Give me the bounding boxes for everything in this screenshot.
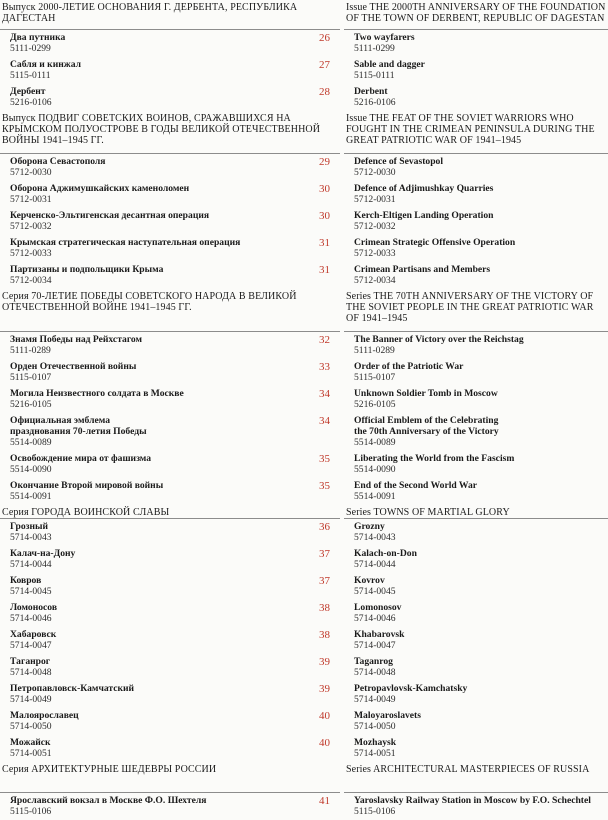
item-code: 5712-0031 (10, 194, 52, 205)
list-item (344, 84, 608, 111)
item-title: Оборона Севастополя (10, 156, 106, 167)
item-title: Kovrov (354, 575, 385, 586)
item-title: Калач-на-Дону (10, 548, 76, 559)
list-item (0, 600, 340, 627)
page-number: 41 (319, 795, 330, 807)
item-code: 5714-0046 (354, 613, 396, 624)
item-code: 5712-0033 (10, 248, 52, 259)
series-prefix: Series (346, 507, 374, 518)
item-title: Официальная эмблема празднования 70-летия Победы (10, 415, 147, 437)
item-code: 5514-0089 (354, 437, 396, 448)
item-code: 5714-0049 (354, 694, 396, 705)
item-title: Ярославский вокзал в Москве Ф.О. Шехтеля (10, 795, 207, 806)
series-name: ГОРОДА ВОИНСКОЙ СЛАВЫ (31, 507, 170, 518)
item-code: 5714-0045 (10, 586, 52, 597)
list-item (0, 681, 340, 708)
item-title: Sable and dagger (354, 59, 425, 70)
item-title: Maloyaroslavets (354, 710, 421, 721)
list-item (0, 519, 340, 546)
item-code: 5712-0030 (354, 167, 396, 178)
series-name: 2000-ЛЕТИЕ ОСНОВАНИЯ Г. ДЕРБЕНТА, РЕСПУБЛИКА ДАГЕСТАН (2, 2, 298, 24)
list-item (344, 793, 608, 820)
item-code: 5712-0033 (354, 248, 396, 259)
page-number: 40 (319, 737, 330, 749)
list-item (344, 332, 608, 359)
item-code: 5714-0043 (354, 532, 396, 543)
series-name: TOWNS OF MARTIAL GLORY (373, 507, 510, 518)
page-number: 31 (319, 237, 330, 249)
item-title: Mozhaysk (354, 737, 397, 748)
list-item (344, 262, 608, 289)
item-code: 5714-0049 (10, 694, 52, 705)
item-title: Крымская стратегическая наступательная операция (10, 237, 241, 248)
item-title: Derbent (354, 86, 388, 97)
item-code: 5714-0050 (354, 721, 396, 732)
item-code: 5714-0046 (10, 613, 52, 624)
item-code: 5111-0289 (10, 345, 51, 356)
page-number: 31 (319, 264, 330, 276)
page-number: 35 (319, 453, 330, 465)
item-title: Official Emblem of the Celebrating the 70th Anniversary of the Victory (354, 415, 499, 437)
item-title: Петропавловск-Камчатский (10, 683, 135, 694)
list-item (0, 235, 340, 262)
item-title: Defence of Sevastopol (354, 156, 443, 167)
item-code: 5712-0034 (354, 275, 396, 286)
item-code: 5115-0111 (354, 70, 395, 81)
series-heading (344, 111, 608, 154)
item-title: Два путника (10, 32, 66, 43)
item-title: Можайск (10, 737, 51, 748)
list-item (344, 208, 608, 235)
page-number: 34 (319, 388, 330, 400)
item-title: Yaroslavsky Railway Station in Moscow by F.O. Schechtel (354, 795, 591, 806)
page-number: 32 (319, 334, 330, 346)
item-title: Lomonosov (354, 602, 402, 613)
item-title: Сабля и кинжал (10, 59, 81, 70)
list-item (0, 735, 340, 762)
list-item (0, 332, 340, 359)
item-title: Освобождение мира от фашизма (10, 453, 152, 464)
list-item (344, 478, 608, 505)
item-code: 5111-0299 (354, 43, 395, 54)
series-name: THE 70TH ANNIVERSARY OF THE VICTORY OF THE SOVIET PEOPLE IN THE GREAT PATRIOTIC WAR OF 1941–1945 (346, 291, 594, 324)
series-name: АРХИТЕКТУРНЫЕ ШЕДЕВРЫ РОССИИ (31, 764, 217, 775)
item-code: 5712-0031 (354, 194, 396, 205)
item-code: 5216-0106 (354, 97, 396, 108)
page-number: 33 (319, 361, 330, 373)
item-code: 5115-0106 (10, 806, 52, 817)
list-item (0, 154, 340, 181)
item-title: Kerch-Eltigen Landing Operation (354, 210, 494, 221)
page-number: 38 (319, 602, 330, 614)
item-code: 5714-0051 (354, 748, 396, 759)
page-number: 28 (319, 86, 330, 98)
item-code: 5714-0050 (10, 721, 52, 732)
item-title: Kalach-on-Don (354, 548, 417, 559)
list-item (0, 546, 340, 573)
item-code: 5514-0090 (10, 464, 52, 475)
item-title: Грозный (10, 521, 49, 532)
item-title: Taganrog (354, 656, 393, 667)
series-prefix: Серия (2, 764, 32, 775)
list-item (0, 386, 340, 413)
series-name: THE FEAT OF THE SOVIET WARRIORS WHO FOUGHT IN THE CRIMEAN PENINSULA DURING THE GREAT PATRIOTIC WAR OF 1941–1945 (346, 113, 595, 146)
series-prefix: Серия (2, 291, 32, 302)
series-heading (344, 762, 608, 793)
item-title: Знамя Победы над Рейхстагом (10, 334, 143, 345)
page-number: 30 (319, 183, 330, 195)
item-title: Малоярославец (10, 710, 79, 721)
list-item (344, 30, 608, 57)
item-title: Grozny (354, 521, 385, 532)
list-item (344, 627, 608, 654)
item-code: 5115-0107 (10, 372, 52, 383)
item-code: 5115-0111 (10, 70, 51, 81)
page-number: 39 (319, 656, 330, 668)
series-prefix: Серия (2, 507, 32, 518)
list-item (344, 519, 608, 546)
page-number: 29 (319, 156, 330, 168)
list-item (344, 546, 608, 573)
list-item (344, 708, 608, 735)
item-title: Могила Неизвестного солдата в Москве (10, 388, 184, 399)
item-code: 5712-0034 (10, 275, 52, 286)
series-heading (0, 111, 340, 154)
page-number: 34 (319, 415, 330, 427)
series-heading (344, 0, 608, 30)
list-item (344, 359, 608, 386)
series-heading (0, 289, 340, 332)
page-number: 38 (319, 629, 330, 641)
page-number: 27 (319, 59, 330, 71)
list-item (344, 681, 608, 708)
list-item (0, 359, 340, 386)
list-item (0, 451, 340, 478)
item-title: Crimean Strategic Offensive Operation (354, 237, 516, 248)
series-prefix: Issue (346, 2, 370, 13)
list-item (0, 208, 340, 235)
list-item (344, 573, 608, 600)
page-number: 26 (319, 32, 330, 44)
list-item (344, 413, 608, 451)
item-title: End of the Second World War (354, 480, 478, 491)
item-title: Хабаровск (10, 629, 57, 640)
item-code: 5111-0289 (354, 345, 395, 356)
item-title: Ковров (10, 575, 42, 586)
list-item (0, 262, 340, 289)
item-code: 5514-0091 (10, 491, 52, 502)
page-number: 37 (319, 548, 330, 560)
item-code: 5714-0051 (10, 748, 52, 759)
item-title: Defence of Adjimushkay Quarries (354, 183, 494, 194)
series-name: ПОДВИГ СОВЕТСКИХ ВОИНОВ, СРАЖАВШИХСЯ НА КРЫМСКОМ ПОЛУОСТРОВЕ В ГОДЫ ВЕЛИКОЙ ОТЕЧЕСТВЕННОЙ ВОЙНЫ 1941–1945 ГГ. (2, 113, 321, 146)
item-code: 5714-0047 (10, 640, 52, 651)
series-name: ARCHITECTURAL MASTERPIECES OF RUSSIA (373, 764, 590, 775)
series-heading (344, 505, 608, 519)
list-item (0, 84, 340, 111)
series-prefix: Series (346, 291, 374, 302)
list-item (344, 154, 608, 181)
item-title: Ломоносов (10, 602, 58, 613)
item-code: 5714-0048 (354, 667, 396, 678)
list-item (344, 735, 608, 762)
item-title: The Banner of Victory over the Reichstag (354, 334, 524, 345)
list-item (0, 478, 340, 505)
page-number: 40 (319, 710, 330, 722)
item-code: 5714-0044 (354, 559, 396, 570)
item-code: 5712-0032 (10, 221, 52, 232)
item-code: 5712-0030 (10, 167, 52, 178)
item-title: Дербент (10, 86, 46, 97)
page-number: 37 (319, 575, 330, 587)
list-item (344, 181, 608, 208)
item-title: Liberating the World from the Fascism (354, 453, 515, 464)
item-code: 5115-0106 (354, 806, 396, 817)
list-item (0, 30, 340, 57)
series-prefix: Issue (346, 113, 370, 124)
item-code: 5714-0048 (10, 667, 52, 678)
list-item (344, 600, 608, 627)
item-title: Оборона Аджимушкайских каменоломен (10, 183, 190, 194)
item-code: 5514-0089 (10, 437, 52, 448)
list-item (0, 57, 340, 84)
list-item (0, 654, 340, 681)
item-title: Two wayfarers (354, 32, 415, 43)
item-title: Petropavlovsk-Kamchatsky (354, 683, 468, 694)
list-item (344, 57, 608, 84)
page-number: 39 (319, 683, 330, 695)
item-code: 5111-0299 (10, 43, 51, 54)
list-item (0, 627, 340, 654)
series-name: THE 2000TH ANNIVERSARY OF THE FOUNDATION OF THE TOWN OF DERBENT, REPUBLIC OF DAGESTAN (346, 2, 606, 24)
item-code: 5714-0045 (354, 586, 396, 597)
series-prefix: Выпуск (2, 113, 39, 124)
item-title: Khabarovsk (354, 629, 405, 640)
list-item (0, 181, 340, 208)
item-code: 5714-0044 (10, 559, 52, 570)
page-number: 30 (319, 210, 330, 222)
page-number: 35 (319, 480, 330, 492)
item-code: 5514-0090 (354, 464, 396, 475)
series-prefix: Series (346, 764, 374, 775)
item-title: Окончание Второй мировой войны (10, 480, 164, 491)
list-item (0, 708, 340, 735)
item-code: 5216-0106 (10, 97, 52, 108)
list-item (0, 573, 340, 600)
item-code: 5216-0105 (354, 399, 396, 410)
item-code: 5714-0047 (354, 640, 396, 651)
item-title: Unknown Soldier Tomb in Moscow (354, 388, 498, 399)
page-number: 36 (319, 521, 330, 533)
item-title: Таганрог (10, 656, 51, 667)
series-heading (344, 289, 608, 332)
series-name: 70-ЛЕТИЕ ПОБЕДЫ СОВЕТСКОГО НАРОДА В ВЕЛИКОЙ ОТЕЧЕСТВЕННОЙ ВОЙНЕ 1941–1945 ГГ. (2, 291, 297, 313)
series-heading (0, 0, 340, 30)
item-code: 5115-0107 (354, 372, 396, 383)
list-item (344, 386, 608, 413)
series-heading (0, 762, 340, 793)
item-title: Order of the Patriotic War (354, 361, 464, 372)
item-code: 5712-0032 (354, 221, 396, 232)
item-title: Орден Отечественной войны (10, 361, 137, 372)
item-title: Crimean Partisans and Members (354, 264, 491, 275)
series-heading (0, 505, 340, 519)
series-prefix: Выпуск (2, 2, 39, 13)
item-title: Керченско-Эльтигенская десантная операция (10, 210, 210, 221)
list-item (0, 793, 340, 820)
item-code: 5514-0091 (354, 491, 396, 502)
item-title: Партизаны и подпольщики Крыма (10, 264, 164, 275)
list-item (0, 413, 340, 451)
item-code: 5216-0105 (10, 399, 52, 410)
list-item (344, 235, 608, 262)
list-item (344, 654, 608, 681)
list-item (344, 451, 608, 478)
english-column (344, 0, 608, 820)
item-code: 5714-0043 (10, 532, 52, 543)
